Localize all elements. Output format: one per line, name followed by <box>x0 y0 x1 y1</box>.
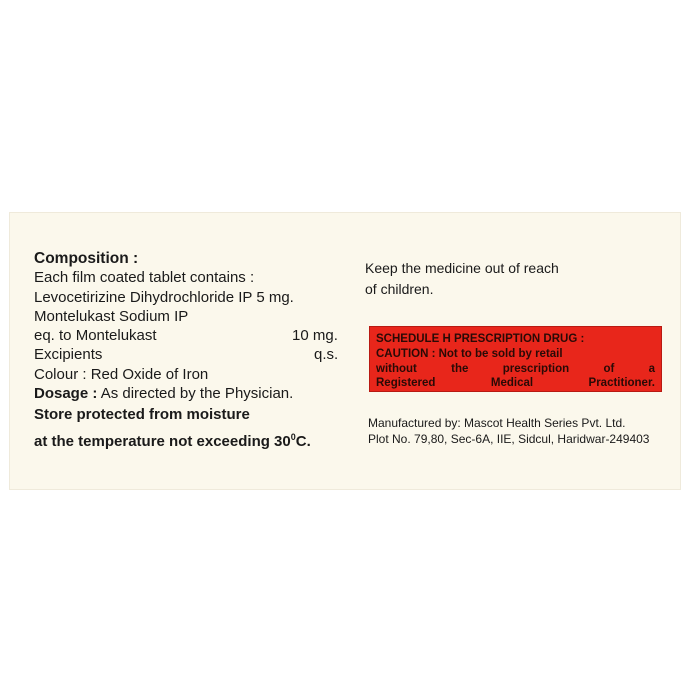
composition-excipients-value: q.s. <box>314 346 339 363</box>
composition-excipients-label: Excipients <box>34 346 103 363</box>
storage-line-2 <box>34 428 311 451</box>
schedule-h-caution: CAUTION : Not to be sold by retail <box>376 348 563 360</box>
dosage-label: Dosage : <box>34 385 98 402</box>
composition-montelukast-label: eq. to Montelukast <box>34 327 157 344</box>
degree-superscript: 0 <box>290 432 296 442</box>
composition-levocetirizine: Levocetirizine Dihydrochloride IP 5 mg. <box>34 289 294 306</box>
storage-line-1: Store protected from moisture <box>34 406 250 423</box>
composition-montelukast-sodium: Montelukast Sodium IP <box>34 308 189 325</box>
storage-line-2-text: at the temperature not exceeding 30 <box>34 433 291 450</box>
manufacturer-name: Manufactured by: Mascot Health Series Pvt. Ltd. <box>368 416 626 430</box>
warning-line-2: of children. <box>365 281 434 297</box>
composition-montelukast-value: 10 mg. <box>292 327 338 344</box>
schedule-h-prescription: without the prescription of a <box>376 363 655 375</box>
dosage-line <box>34 385 293 403</box>
schedule-h-warning-box <box>369 326 662 392</box>
schedule-h-title: SCHEDULE H PRESCRIPTION DRUG : <box>376 333 585 345</box>
dosage-text: As directed by the Physician. <box>97 385 294 402</box>
manufacturer-address: Plot No. 79,80, Sec-6A, IIE, Sidcul, Haridwar-249403 <box>368 432 650 446</box>
warning-line-1: Keep the medicine out of reach <box>365 260 559 276</box>
schedule-h-practitioner: Registered Medical Practitioner. <box>376 377 655 389</box>
composition-intro: Each film coated tablet contains : <box>34 269 255 286</box>
storage-line-2-unit: C. <box>295 433 311 450</box>
composition-colour: Colour : Red Oxide of Iron <box>34 366 209 383</box>
composition-heading: Composition : <box>34 250 139 267</box>
